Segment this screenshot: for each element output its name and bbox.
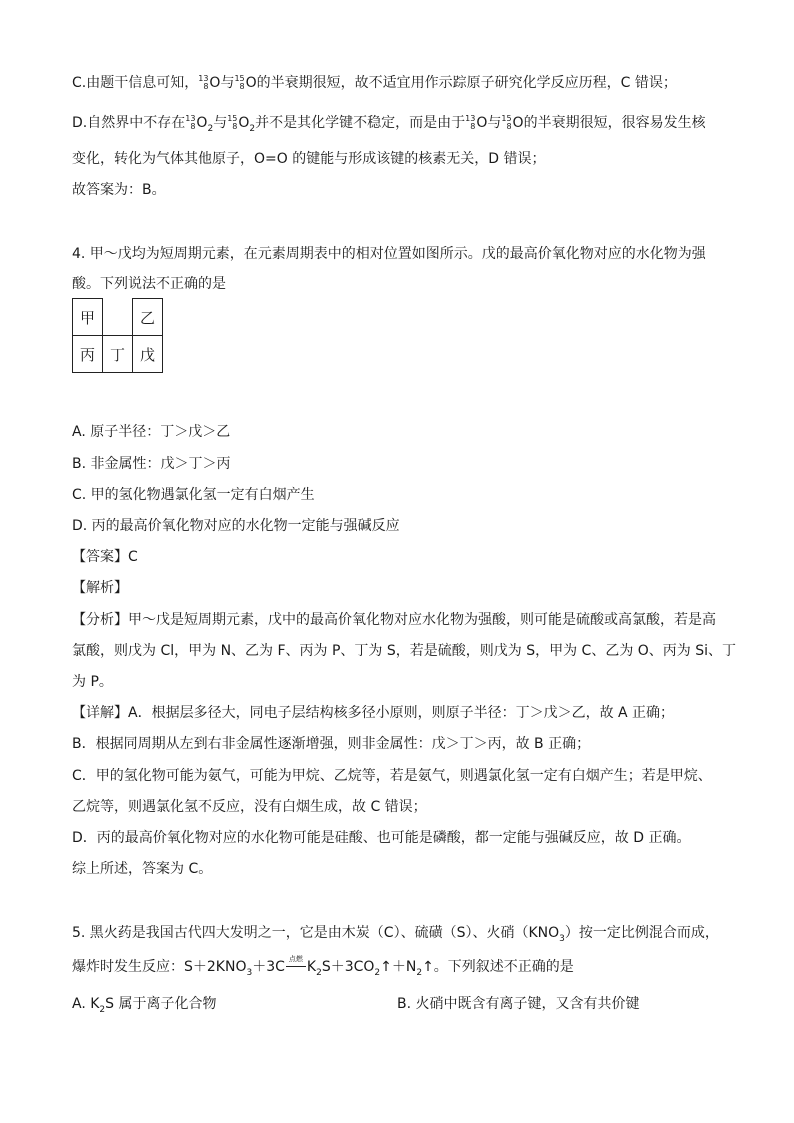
q4-fenxi-line1: 【分析】甲～戊是短周期元素，戊中的最高价氧化物对应水化物为强酸，则可能是硫酸或高氯酸，若是高 — [72, 612, 716, 628]
q4-detail-line3: C．甲的氢化物可能为氨气，可能为甲烷、乙烷等，若是氨气，则遇氯化氢一定有白烟产生；若是甲烷、 — [72, 768, 712, 784]
isotope-13o-b: 13 8 — [465, 114, 476, 131]
q5-stem-line1: 5. 黑火药是我国古代四大发明之一，它是由木炭（C）、硫磺（S）、火硝$(KNO_3)$按一定比例混合而成， — [72, 925, 719, 944]
cell-ding: 丁 — [103, 336, 133, 373]
q4-fenxi-line2: 氯酸，则戊为 Cl，甲为 N、乙为 F、丙为 P、丁为 S，若是硫酸，则戊为 S，甲为 C、乙为 O、丙为 Si、丁 — [72, 643, 737, 659]
reaction-arrow: 点燃 — [285, 957, 307, 977]
q4-fenxi-line3: 为 P。 — [72, 674, 113, 690]
q4-analysis-label: 【解析】 — [72, 580, 128, 596]
q4-detail-line6: 综上所述，答案为 C。 — [72, 861, 213, 877]
q4-option-b: B. 非金属性：戊＞丁＞丙 — [72, 456, 231, 472]
q5-equation-line: 爆炸时发生反应：$S+2KNO_3+3C$ 点燃 $K_2S+3CO_2↑+N_2↑$。下列叙述不正确的是 — [72, 955, 574, 978]
option-d-prev-line1: D.自然界中不存在 13 8 $O_2$与 15 8 $O_2$并不是其化学键不稳定，而是由于 13 8 O与 15 8 O的半衰期很短，很容易发生核 — [72, 114, 706, 134]
q4-detail-line5: D．丙的最高价氧化物对应的水化物可能是硅酸、也可能是磷酸，都一定能与强碱反应，故 D 正确。 — [72, 830, 691, 846]
q4-option-a: A. 原子半径：丁＞戊＞乙 — [72, 424, 231, 440]
isotope-13o2: 13 8 — [185, 114, 196, 131]
q4-answer: 【答案】C — [72, 549, 138, 565]
periodic-table-fragment — [72, 298, 163, 373]
isotope-15o-b: 15 8 — [501, 114, 512, 131]
q4-stem-line2: 酸。下列说法不正确的是 — [72, 276, 226, 292]
q4-detail-line1: 【详解】A．根据层多径大，同电子层结构核多径小原则，则原子半径：丁＞戊＞乙，故 A 正确； — [72, 705, 675, 721]
option-d-prev-line2: 变化，转化为气体其他原子，O=O 的键能与形成该键的核素无关，D 错误； — [72, 151, 546, 167]
isotope-13o: 13 8 — [198, 74, 209, 91]
q5-option-b: B. 火硝中既含有离子键，又含有共价键 — [397, 996, 640, 1012]
cell-wu: 戊 — [133, 336, 163, 373]
q4-stem-line1: 4. 甲～戊均为短周期元素，在元素周期表中的相对位置如图所示。戊的最高价氧化物对应的水化物为强 — [72, 246, 706, 262]
q4-detail-line2: B．根据同周期从左到右非金属性逐渐增强，则非金属性：戊＞丁＞丙，故 B 正确； — [72, 736, 591, 752]
q5-option-a: A. $K_2S$ 属于离子化合物 — [72, 996, 217, 1015]
answer-prev: 故答案为：B。 — [72, 182, 166, 198]
isotope-15o: 15 8 — [234, 74, 245, 91]
q4-detail-line4: 乙烷等，则遇氯化氢不反应，没有白烟生成，故 C 错误； — [72, 799, 427, 815]
cell-jia: 甲 — [73, 299, 103, 336]
cell-bing: 丙 — [73, 336, 103, 373]
cell-empty — [103, 299, 133, 336]
cell-yi: 乙 — [133, 299, 163, 336]
isotope-15o2: 15 8 — [227, 114, 238, 131]
option-c-prev: C.由题干信息可知， 13 8 O与 15 8 O的半衰期很短，故不适宜用作示踪原子研究化学反应历程，C 错误； — [72, 74, 677, 91]
q4-option-d: D. 丙的最高价氧化物对应的水化物一定能与强碱反应 — [72, 518, 400, 534]
q4-option-c: C. 甲的氢化物遇氯化氢一定有白烟产生 — [72, 487, 315, 503]
